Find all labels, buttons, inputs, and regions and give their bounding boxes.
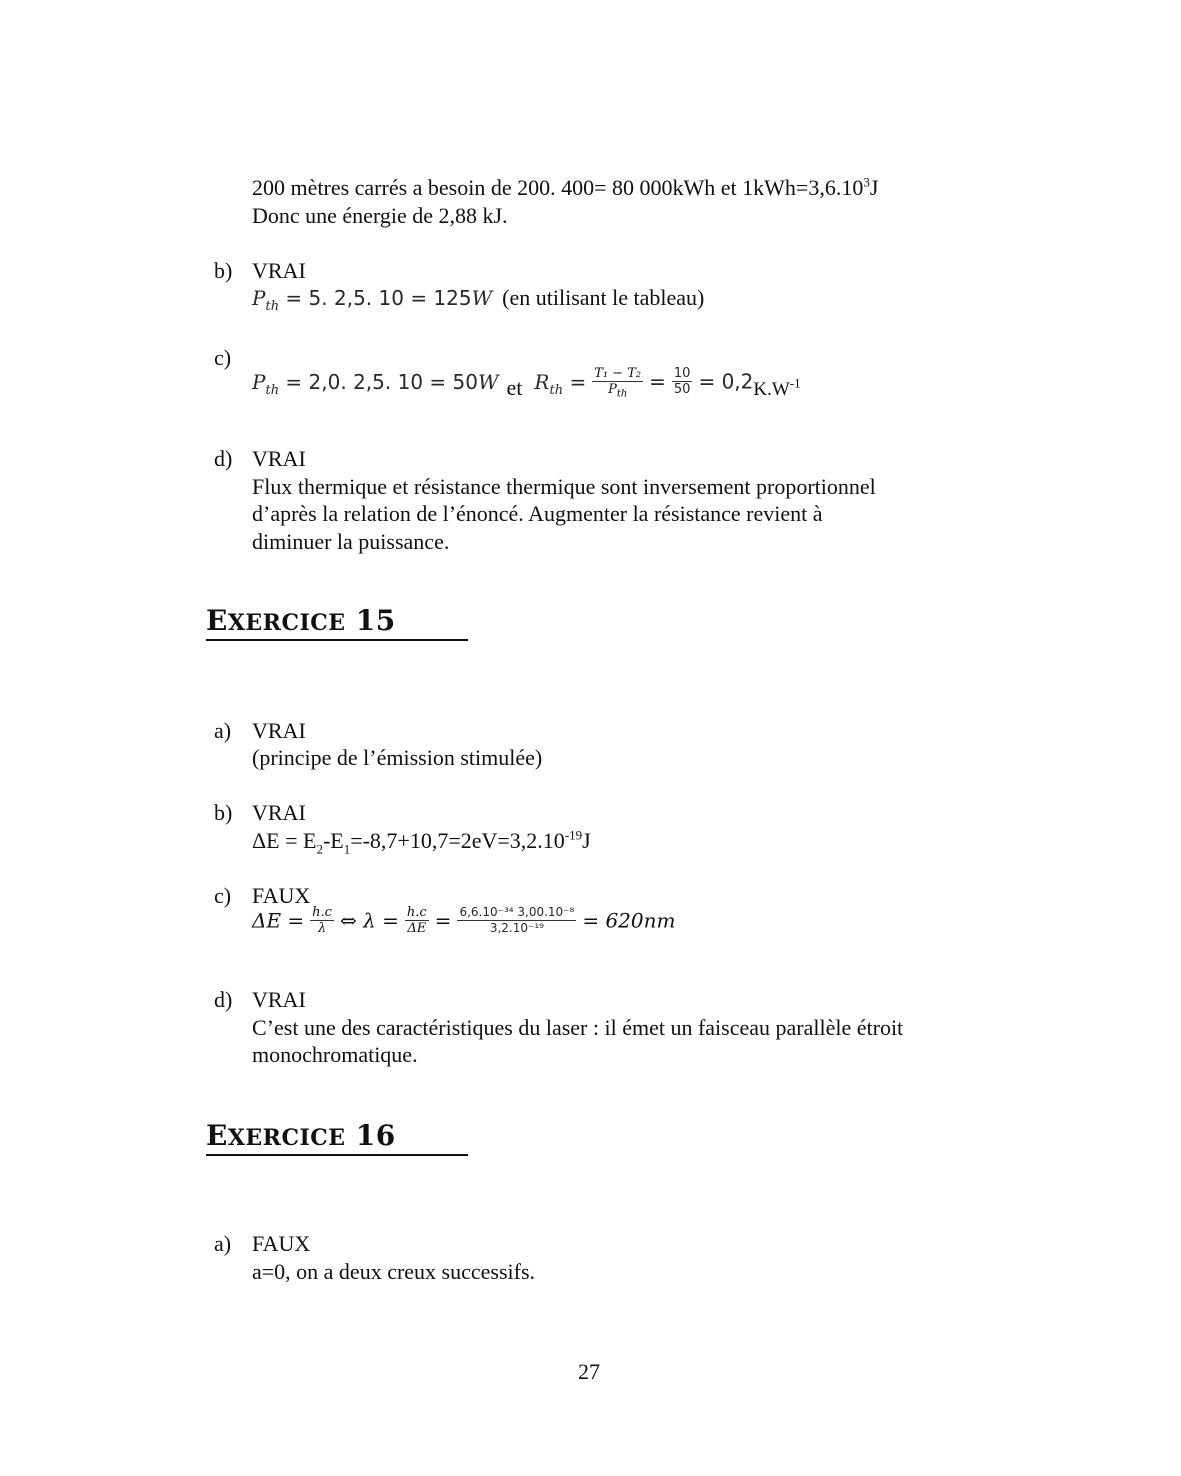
ex15-a-label: a) [214,718,232,743]
ex15-b-eq-part-2: -E [322,828,344,853]
ex15-heading [206,604,468,641]
ex14-b-verdict: VRAI [252,258,306,283]
ex14-c-label: c) [214,345,232,370]
ex15-d-line-1: C’est une des caractéristiques du laser : il émet un faisceau parallèle étroit [252,1015,904,1040]
ex14-c-frac1-num: T₁ − T₂ [594,366,642,381]
ex15-b-eq-sub-2: 2 [316,841,323,857]
ex14-c-formula: $P_{th} = 2,0$. 2,5. 10 = 50W et $R_{th}$ = $\frac{\text{T₁ − T₂}}{P_{th}}$ = $\frac{10}{50}$ = $0,2K.W^{-1}$ [252,366,801,400]
ex15-b-eq-part-1: ΔE = E [252,828,317,853]
top-line-1-exponent: 3 [863,174,870,190]
ex14-c-unit: K.W [753,378,790,400]
ex14-c-frac1-den-sub: th [616,388,628,400]
ex15-c-formula: ΔE = $\frac{h.c}{\lambda}$ ⇔ λ = $\frac{h.c}{\Delta E}$ = $\frac{\text{6,6.10⁻³⁴ 3,00.10⁻⁸}}{\text{3,2.10⁻¹⁹}}$ = 620nm [252,905,676,936]
ex15-b-eq-exponent: -19 [564,827,583,843]
ex15-c-frac1-den: λ [317,921,327,936]
ex14-b-note: (en utilisant le tableau) [502,285,705,310]
ex15-c-frac2-num: h.c [406,905,427,920]
ex15-c-frac2-den: ΔE [407,921,427,936]
ex15-c-verdict: FAUX [252,883,311,908]
ex14-c-frac1-den [592,382,643,400]
ex15-d-label: d) [214,987,233,1012]
ex16-heading-initial: E [206,1119,228,1152]
ex15-c-frac3-den: 3,2.10⁻¹⁹ [489,921,544,935]
ex14-b-P: P [252,286,266,310]
ex14-b-label: b) [214,258,233,283]
ex16-heading-number: 16 [355,1119,396,1152]
ex16-a-note: a=0, on a deux creux successifs. [252,1259,536,1284]
ex14-c-P: P [252,369,266,394]
ex15-b-eq-part-3: =-8,7+10,7=2eV=3,2.10 [350,828,565,853]
ex15-c-frac1-num: h.c [312,905,332,920]
ex14-c-frac2-den: 50 [673,382,691,397]
ex15-c-equivalence: ⇔ λ = [339,908,399,933]
ex14-b-formula-unit: W [471,286,493,310]
ex15-b-verdict: VRAI [252,800,306,825]
ex15-b-eq-unit: J [582,828,591,853]
ex14-d-line-3: diminuer la puissance. [252,529,450,554]
ex15-c-deltaE: ΔE = [252,908,305,933]
ex16-heading-rest: XERCICE [227,1125,346,1151]
ex15-c-frac3-num: 6,6.10⁻³⁴ 3,00.10⁻⁸ [459,905,575,919]
page-number: 27 [578,1359,600,1384]
top-line-1-text: 200 mètres carrés a besoin de 200. 400= 80 000kWh et 1kWh=3,6.10 [252,175,864,200]
ex15-b-label: b) [214,800,233,825]
ex14-d-label: d) [214,446,233,471]
ex14-d-line-1: Flux thermique et résistance thermique sont inversement proportionnel [252,474,876,499]
ex15-b-equation [252,827,591,855]
ex15-d-verdict: VRAI [252,987,306,1012]
ex15-c-fraction-3 [457,905,576,936]
ex14-c-formula1-unit: W [477,369,499,394]
ex14-c-fraction-1 [592,366,643,400]
ex14-c-unit-exponent: -1 [789,375,801,391]
ex15-heading-initial: E [206,604,228,637]
ex14-b-P-sub: th [265,299,280,314]
top-line-2: Donc une énergie de 2,88 kJ. [252,203,508,228]
ex14-c-result: = 0,2 [698,369,754,394]
ex15-a-note: (principe de l’émission stimulée) [252,745,543,770]
ex16-heading [206,1119,468,1156]
ex14-c-frac2-num: 10 [673,366,691,381]
ex15-a-verdict: VRAI [252,718,306,743]
ex14-b-formula-rhs: = 5. 2,5. 10 = 125 [279,286,472,310]
ex14-b-formula [252,284,704,312]
ex14-c-P-sub: th [265,382,280,398]
top-line-1 [252,174,878,202]
ex14-c-formula1-rhs: = 2,0. 2,5. 10 = 50 [279,369,478,394]
ex15-b-eq-sub-1: 1 [343,841,351,857]
ex14-d-line-2: d’après la relation de l’énoncé. Augmenter la résistance revient à [252,501,823,526]
ex15-heading-rest: XERCICE [227,610,346,636]
ex14-c-R-sub: th [549,382,564,398]
ex15-c-fraction-2 [405,905,429,936]
ex15-c-fraction-1 [310,905,334,936]
ex14-c-R: R [534,369,550,394]
ex14-d-verdict: VRAI [252,446,306,471]
ex15-heading-number: 15 [355,604,396,637]
ex15-d-line-2: monochromatique. [252,1042,418,1067]
ex15-c-result: = 620nm [582,908,676,933]
top-line-1-unit: J [869,175,879,200]
ex16-a-label: a) [214,1231,232,1256]
ex14-c-et: et [506,374,523,400]
ex15-c-label: c) [214,883,232,908]
ex16-a-verdict: FAUX [252,1231,311,1256]
ex14-c-fraction-2 [672,366,693,397]
ex14-c-frac1-den-P: P [608,382,617,397]
